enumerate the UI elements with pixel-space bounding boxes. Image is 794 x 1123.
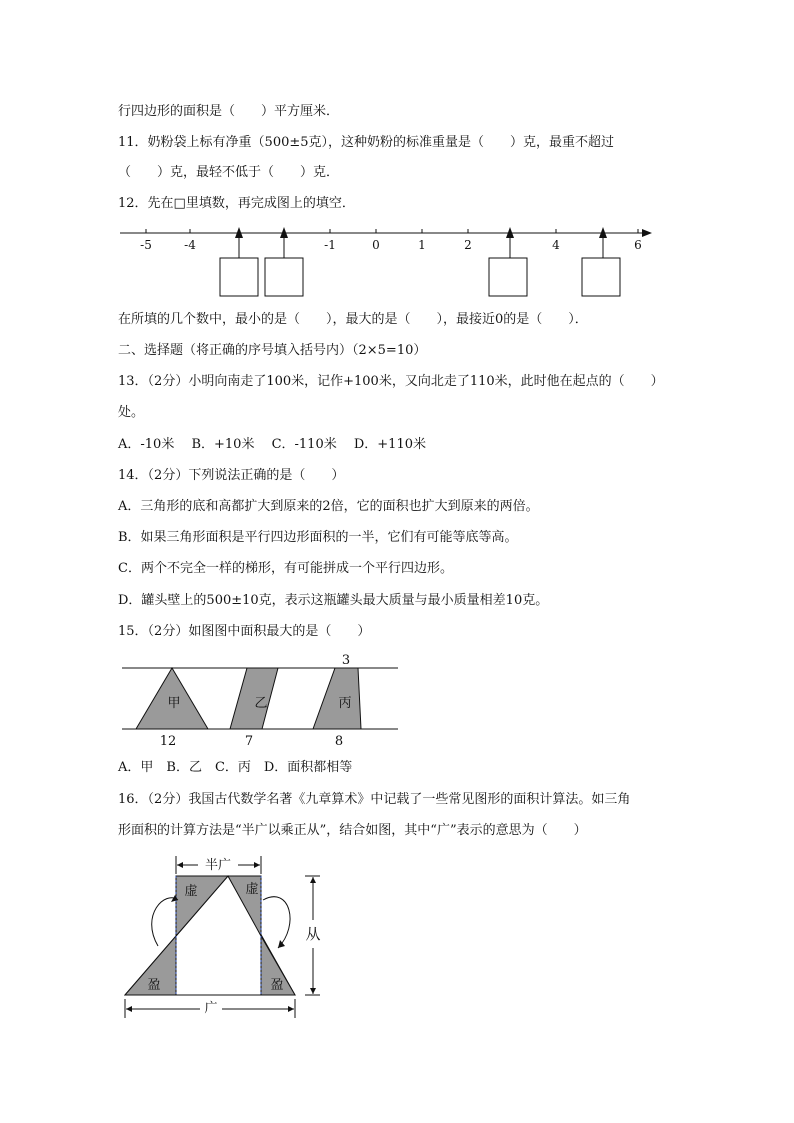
tick-label: 2 bbox=[464, 238, 472, 252]
question-13-options: A．-10米 B．+10米 C．-110米 D．+110米 bbox=[118, 437, 426, 452]
arrow-up-icon bbox=[310, 877, 316, 883]
question-13-line1: 13．（2分）小明向南走了100米，记作+100米，又向北走了110米，此时他在起点的（ ） bbox=[118, 374, 664, 389]
question-13-line2: 处。 bbox=[118, 405, 145, 420]
shape-label-jia: 甲 bbox=[167, 696, 181, 711]
question-16-line1: 16．（2分）我国古代数学名著《九章算术》中记载了一些常见图形的面积计算法。如三角 bbox=[118, 792, 631, 807]
label-surplus-right: 盈 bbox=[270, 978, 284, 993]
tick-label: 6 bbox=[634, 238, 642, 252]
question-15: 15．（2分）如图图中面积最大的是（ ） bbox=[118, 624, 371, 639]
tick-label: 0 bbox=[372, 238, 380, 252]
tick-label: 4 bbox=[552, 238, 560, 252]
shape-label-yi: 乙 bbox=[254, 696, 268, 711]
label-surplus-left: 盈 bbox=[147, 978, 161, 993]
label-height: 从 bbox=[305, 925, 321, 943]
question-14: 14．（2分）下列说法正确的是（ ） bbox=[118, 468, 345, 483]
arrow-down-icon bbox=[310, 988, 316, 994]
tick-label: -4 bbox=[184, 238, 196, 252]
tick-label: 1 bbox=[418, 238, 426, 252]
option-14-c: C．两个不完全一样的梯形，有可能拼成一个平行四边形。 bbox=[118, 561, 453, 576]
section-2-heading: 二、选择题（将正确的序号填入括号内）（2×5=10） bbox=[118, 343, 427, 358]
question-12: 12．先在□里填数，再完成图上的填空． bbox=[118, 196, 355, 211]
arrow-icon bbox=[278, 940, 285, 948]
label-deficit-left: 虚 bbox=[184, 884, 198, 899]
base-label-bing: 8 bbox=[334, 734, 344, 749]
base-label-jia: 12 bbox=[159, 734, 177, 749]
label-width: 广 bbox=[204, 1001, 218, 1016]
question-12-fill: 在所填的几个数中，最小的是（ ），最大的是（ ），最接近0的是（ ）． bbox=[118, 312, 588, 327]
label-deficit-right: 虚 bbox=[245, 882, 259, 897]
arrow-left-icon bbox=[126, 1006, 132, 1012]
arrow-right-icon bbox=[288, 1006, 294, 1012]
question-11-line1: 11．奶粉袋上标有净重（500±5克），这种奶粉的标准重量是（ ）克，最重不超过 bbox=[118, 135, 615, 150]
question-16-line2: 形面积的计算方法是“半广以乘正从”，结合如图，其中“广”表示的意思为（ ） bbox=[118, 823, 587, 838]
question-11-line2: （ ）克，最轻不低于（ ）克． bbox=[118, 165, 340, 180]
arrow-left-icon bbox=[177, 862, 183, 868]
tick-label: -5 bbox=[140, 238, 152, 252]
option-14-b: B．如果三角形面积是平行四边形面积的一半，它们有可能等底等高。 bbox=[118, 530, 518, 545]
tick-label: -1 bbox=[324, 238, 336, 252]
option-14-d: D．罐头壁上的500±10克，表示这瓶罐头最大质量与最小质量相差10克。 bbox=[118, 593, 549, 608]
arrow-right-icon bbox=[254, 862, 260, 868]
top-base-label: 3 bbox=[341, 653, 351, 668]
line-q10-end: 行四边形的面积是（ ）平方厘米． bbox=[118, 104, 340, 119]
option-14-a: A．三角形的底和高都扩大到原来的2倍，它的面积也扩大到原来的两倍。 bbox=[118, 499, 539, 514]
shape-label-bing: 丙 bbox=[338, 696, 352, 711]
base-label-yi: 7 bbox=[244, 734, 254, 749]
label-half-width: 半广 bbox=[204, 858, 232, 873]
question-15-options: A．甲 B．乙 C．丙 D．面积都相等 bbox=[118, 760, 353, 775]
rotation-arc-right bbox=[263, 897, 290, 948]
